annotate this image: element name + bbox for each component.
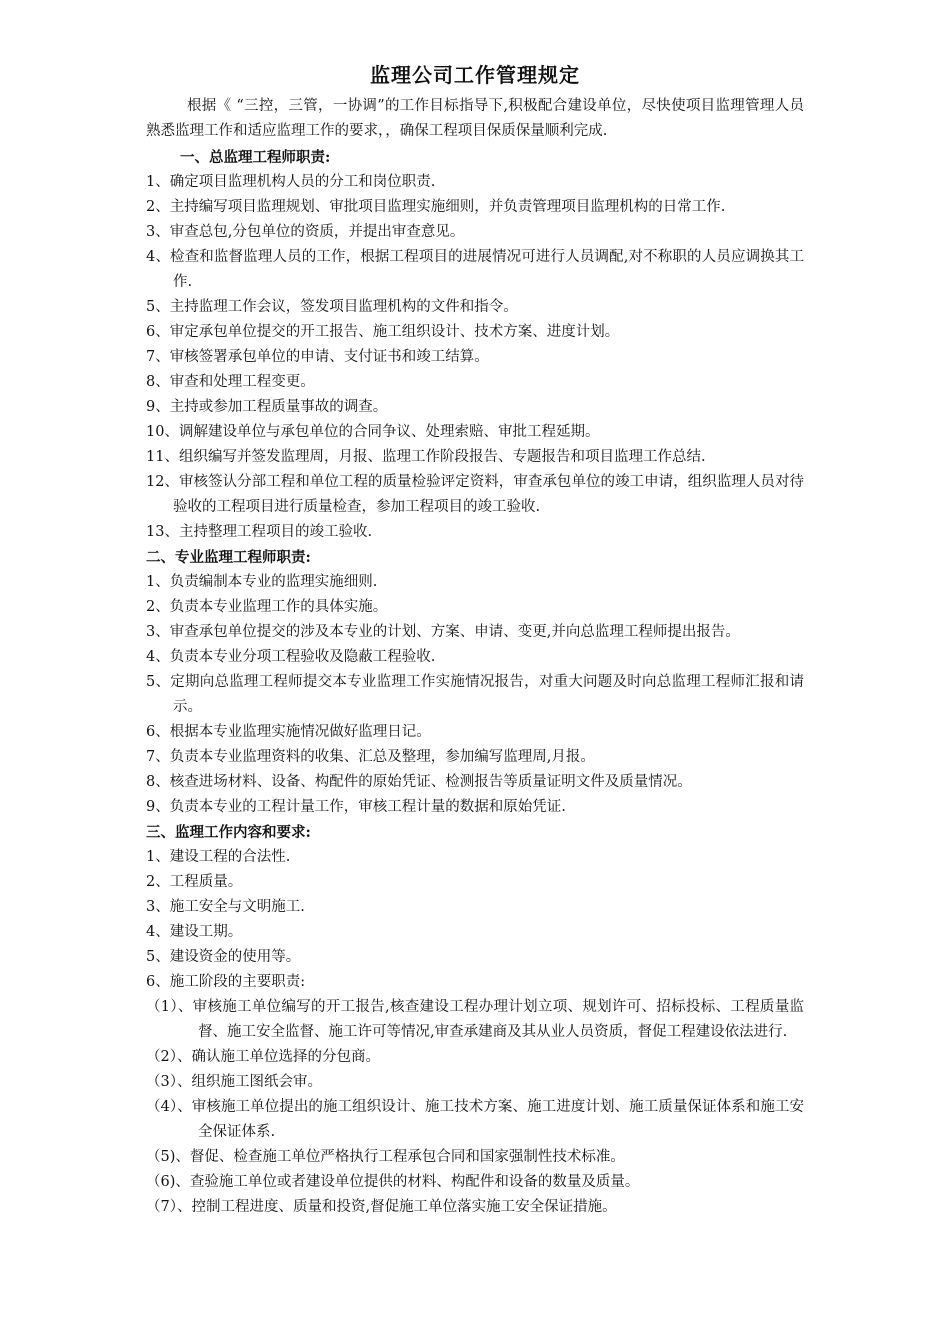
list-item: 5、定期向总监理工程师提交本专业监理工作实施情况报告，对重大问题及时向总监理工程师汇报和请示。 [146, 674, 804, 715]
list-item: 1、负责编制本专业的监理实施细则. [146, 574, 378, 590]
sub-list-item: （4）、审核施工单位提出的施工组织设计、施工技术方案、施工进度计划、施工质量保证体系和施工安全保证体系. [146, 1099, 804, 1140]
list-item: 6、审定承包单位提交的开工报告、施工组织设计、技术方案、进度计划。 [146, 324, 620, 340]
section-heading: 二、专业监理工程师职责: [146, 549, 311, 566]
list-item: 10、调解建设单位与承包单位的合同争议、处理索赔、审批工程延期。 [146, 424, 600, 440]
list-item: 2、主持编写项目监理规划、审批项目监理实施细则，并负责管理项目监理机构的日常工作. [146, 199, 726, 215]
section-heading: 一、总监理工程师职责: [180, 149, 331, 166]
list-item: 4、检查和监督监理人员的工作，根据工程项目的进展情况可进行人员调配,对不称职的人员应调换其工作. [146, 249, 804, 290]
list-item: 2、负责本专业监理工作的具体实施。 [146, 599, 388, 615]
list-item: 12、审核签认分部工程和单位工程的质量检验评定资料，审查承包单位的竣工申请，组织监理人员对待验收的工程项目进行质量检查，参加工程项目的竣工验收. [146, 474, 804, 515]
sub-list-item: （2）、确认施工单位选择的分包商。 [146, 1049, 380, 1065]
sub-list-item: （1）、审核施工单位编写的开工报告,核查建设工程办理计划立项、规划许可、招标投标、工程质量监督、施工安全监督、施工许可等情况,审查承建商及其从业人员资质，督促工程建设依法进行. [146, 999, 804, 1040]
list-item: 8、核查进场材料、设备、构配件的原始凭证、检测报告等质量证明文件及质量情况。 [146, 774, 692, 790]
sub-list-item: （6)、查验施工单位或者建设单位提供的材料、构配件和设备的数量及质量。 [146, 1174, 640, 1190]
list-item: 6、施工阶段的主要职责: [146, 974, 306, 990]
list-item: 1、建设工程的合法性. [146, 849, 291, 865]
document-title: 监理公司工作管理规定 [370, 63, 580, 87]
list-item: 13、主持整理工程项目的竣工验收. [146, 524, 373, 540]
list-item: 7、审核签署承包单位的申请、支付证书和竣工结算。 [146, 349, 489, 365]
list-item: 5、建设资金的使用等。 [146, 949, 301, 965]
section-heading: 三、监理工作内容和要求: [146, 824, 311, 841]
list-item: 3、施工安全与文明施工. [146, 899, 305, 915]
list-item: 8、审查和处理工程变更。 [146, 374, 315, 390]
intro-paragraph: 根据《 “三控，三管，一协调”的工作目标指导下,积极配合建设单位，尽快使项目监理管理人员熟悉监理工作和适应监理工作的要求，，确保工程项目保质保量顺利完成. [146, 98, 804, 139]
section-2 [146, 545, 804, 820]
sub-list-item: （5)、督促、检查施工单位严格执行工程承包合同和国家强制性技术标准。 [146, 1149, 625, 1165]
section-1 [146, 145, 804, 545]
list-item: 6、根据本专业监理实施情况做好监理日记。 [146, 724, 431, 740]
list-item: 7、负责本专业监理资料的收集、汇总及整理，参加编写监理周,月报。 [146, 749, 595, 765]
sub-list-item: （3）、组织施工图纸会审。 [146, 1074, 322, 1090]
sub-list-item: （7）、控制工程进度、质量和投资,督促施工单位落实施工安全保证措施。 [146, 1199, 617, 1215]
list-item: 3、审查承包单位提交的涉及本专业的计划、方案、申请、变更,并向总监理工程师提出报告。 [146, 624, 740, 640]
list-item: 11、组织编写并签发监理周，月报、监理工作阶段报告、专题报告和项目监理工作总结. [146, 449, 706, 465]
list-item: 5、主持监理工作会议，签发项目监理机构的文件和指令。 [146, 299, 518, 315]
list-item: 4、负责本专业分项工程验收及隐蔽工程验收. [146, 649, 436, 665]
list-item: 9、主持或参加工程质量事故的调查。 [146, 399, 388, 415]
document-body [146, 62, 804, 1220]
list-item: 9、负责本专业的工程计量工作，审核工程计量的数据和原始凭证. [146, 799, 566, 815]
list-item: 3、审查总包,分包单位的资质，并提出审查意见。 [146, 224, 465, 240]
list-item: 1、确定项目监理机构人员的分工和岗位职责. [146, 174, 436, 190]
list-item: 2、工程质量。 [146, 874, 243, 890]
section-3 [146, 820, 804, 1220]
list-item: 4、建设工期。 [146, 924, 243, 940]
